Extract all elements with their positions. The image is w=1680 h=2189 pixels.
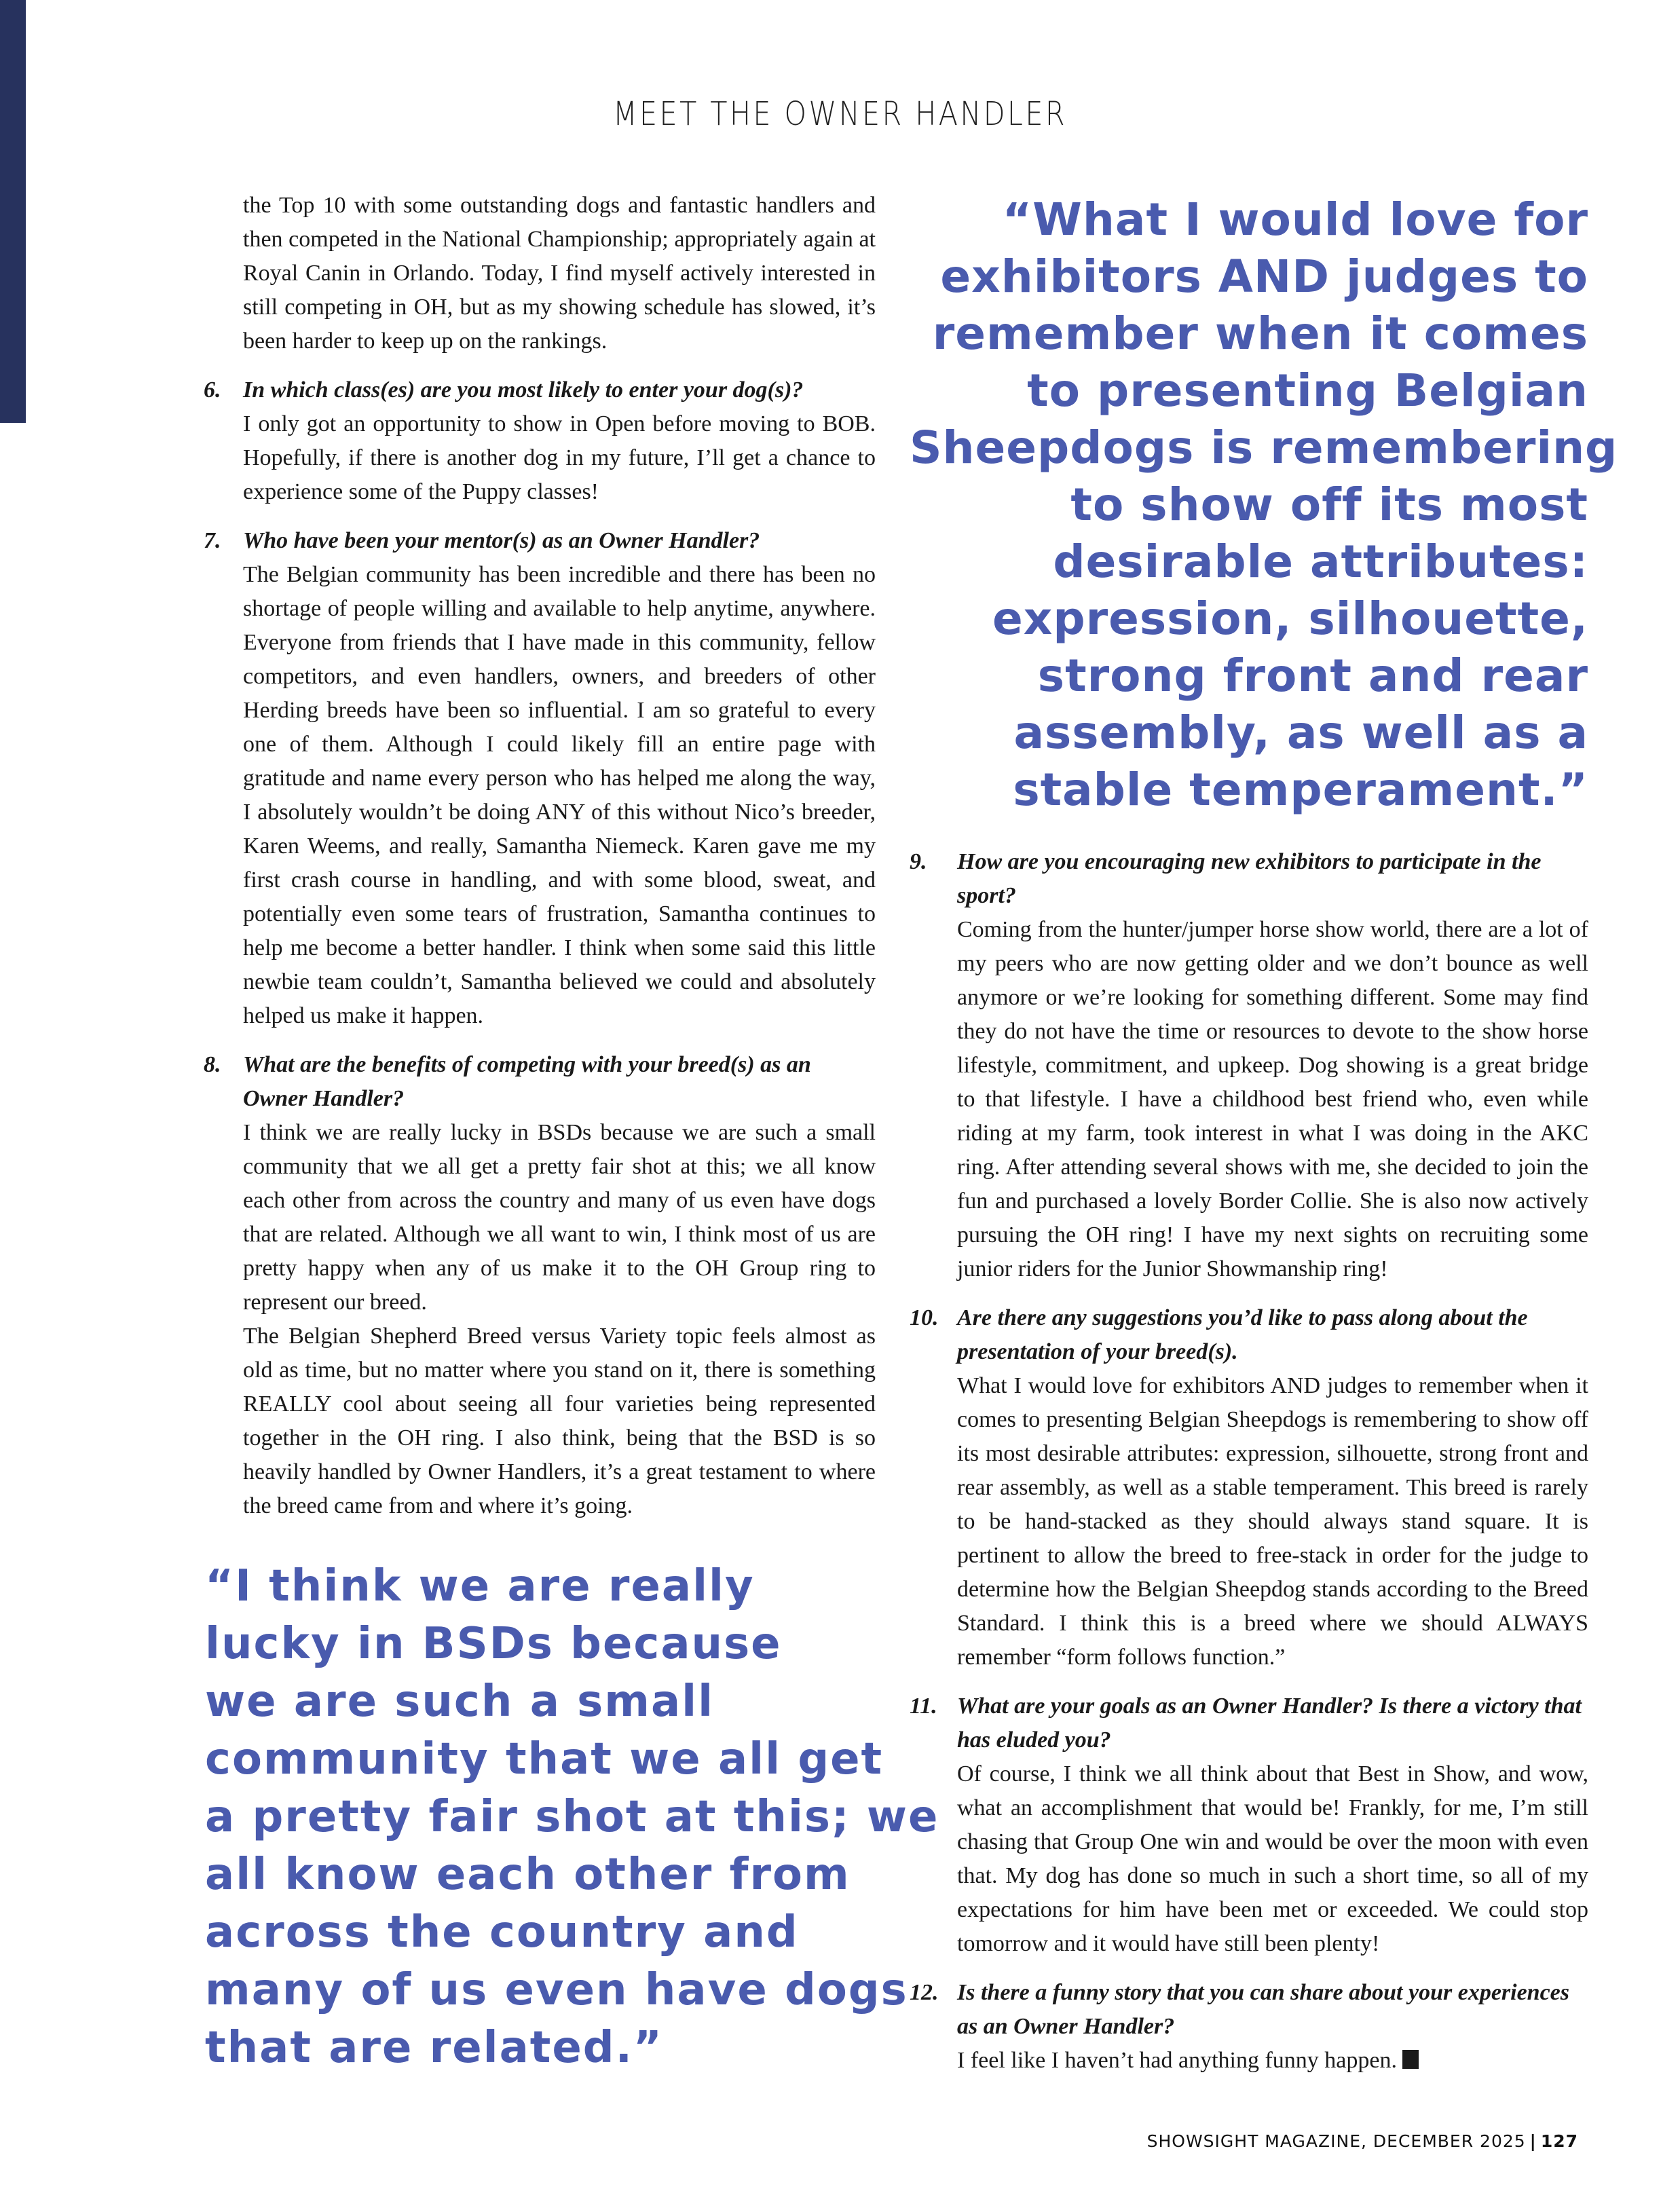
- answer-paragraph: Coming from the hunter/jumper horse show world, there are a lot of my peers who are now getting older and we don’t bounce as well anymore or we’re looking for something different. Some may find they do not have the time or resources to devote to the show horse lifestyle, commitment, and upkeep. Dog showing is a great bridge to that lifestyle. I have a childhood best friend who, even while riding at my farm, took interest in what I was doing in the AKC ring. After attending several shows with me, she decided to join the fun and purchased a lovely Border Collie. She is also now actively pursuing the OH ring! I have my next sights on recruiting some junior riders for the Junior Showmanship ring!: [957, 917, 1588, 1281]
- qa-item-12: [910, 1976, 1588, 2078]
- publication-name: SHOWSIGHT MAGAZINE, DECEMBER 2025: [1146, 2131, 1526, 2151]
- answer-paragraph: I think we are really lucky in BSDs because we are such a small community that we all get a pretty fair shot at this; we all know each other from across the country and many of us even have dogs that are related. Although we all want to win, I think most of us are pretty happy when any of us make it to the OH Group ring to represent our breed.: [243, 1120, 876, 1315]
- pull-quote-line: to show off its most: [1070, 479, 1588, 531]
- pull-quote-line: strong front and rear: [1037, 650, 1588, 702]
- question-number: 7.: [204, 528, 221, 553]
- qa-item-9: [910, 845, 1588, 1286]
- question-number: 6.: [204, 377, 221, 403]
- question-number: 10.: [910, 1305, 939, 1330]
- running-head: MEET THE OWNER HANDLER: [612, 95, 1068, 133]
- answer: [243, 407, 876, 509]
- question-text: Who have been your mentor(s) as an Owner Handler?: [243, 528, 760, 553]
- qa-item-7: [204, 524, 876, 1033]
- question-number: 9.: [910, 849, 927, 874]
- question-text: Is there a funny story that you can share about your experiences as an Owner Handler?: [957, 1980, 1569, 2039]
- pull-quote-line: lucky in BSDs because: [205, 1619, 782, 1669]
- answer: [957, 1369, 1588, 1675]
- pull-quote-line: stable temperament.”: [1013, 764, 1588, 816]
- answer: [243, 558, 876, 1033]
- question-text: How are you encouraging new exhibitors to participate in the sport?: [957, 849, 1542, 908]
- answer-paragraph: The Belgian Shepherd Breed versus Variety topic feels almost as old as time, but no matter where you stand on it, there is something REALLY cool about seeing all four varieties being represented together in the OH ring. I also think, being that the BSD is so heavily handled by Owner Handlers, it’s a great testament to where the breed came from and where it’s going.: [243, 1324, 876, 1518]
- continued-paragraph: the Top 10 with some outstanding dogs and fantastic handlers and then competed in the National Championship; appropriately again at Royal Canin in Orlando. Today, I find myself actively interested in still competing in OH, but as my showing schedule has slowed, it’s been harder to keep up on the rankings.: [243, 193, 876, 354]
- pull-quote-line: assembly, as well as a: [1013, 707, 1588, 759]
- left-column: [204, 189, 876, 1523]
- qa-item-6: [204, 373, 876, 509]
- question-text: What are the benefits of competing with your breed(s) as an Owner Handler?: [243, 1052, 811, 1111]
- page-footer: [1147, 2131, 1578, 2151]
- pull-quote-line: to presenting Belgian: [1027, 364, 1588, 417]
- pull-quote-line: many of us even have dogs: [205, 1965, 908, 2015]
- pull-quote-line: that are related.”: [205, 2023, 663, 2073]
- qa-item-8: [204, 1048, 876, 1523]
- question-text: In which class(es) are you most likely to enter your dog(s)?: [243, 377, 804, 403]
- question-text: Are there any suggestions you’d like to pass along about the presentation of your breed(s).: [957, 1305, 1528, 1364]
- answer-paragraph: Of course, I think we all think about that Best in Show, and wow, what an accomplishment that would be! Frankly, for me, I’m still chasing that Group One win and would be over the moon with even that. My dog has done so much in such a short time, so all of my expectations for him have been met or exceeded. We could stop tomorrow and it would have still been plenty!: [957, 1761, 1588, 1956]
- pull-quote-line: desirable attributes:: [1053, 536, 1588, 588]
- answer: [957, 2044, 1588, 2078]
- sidebar-accent-bar: [0, 0, 26, 423]
- qa-item-11: [910, 1689, 1588, 1961]
- answer-paragraph: I only got an opportunity to show in Open before moving to BOB. Hopefully, if there is another dog in my future, I’ll get a chance to experience some of the Puppy classes!: [243, 411, 876, 504]
- pull-quote-line: all know each other from: [205, 1850, 851, 1900]
- pull-quote-line: expression, silhouette,: [992, 593, 1588, 645]
- qa-item-10: [910, 1301, 1588, 1675]
- pull-quote-line: “I think we are really: [205, 1561, 755, 1611]
- question-number: 11.: [910, 1694, 937, 1719]
- pull-quote-line: we are such a small: [205, 1677, 714, 1727]
- page-number: 127: [1540, 2131, 1578, 2151]
- answer-paragraph: [957, 2044, 1588, 2078]
- end-of-article-square-icon: [1402, 2050, 1419, 2069]
- answer-paragraph: What I would love for exhibitors AND judges to remember when it comes to presenting Belgian Sheepdogs is remembering to show off its most desirable attributes: expression, silhouette, strong front and rear assembly, as well as a stable temperament. This breed is rarely to be hand-stacked as they should always stand square. It is pertinent to allow the breed to free-stack in order for the judge to determine how the Belgian Sheepdog stands according to the Breed Standard. I think this is a breed where we should ALWAYS remember “form follows function.”: [957, 1373, 1588, 1670]
- pull-quote-line: exhibitors AND judges to: [940, 250, 1588, 303]
- answer: [957, 1757, 1588, 1961]
- answer-text: I feel like I haven’t had anything funny happen.: [957, 2048, 1397, 2073]
- pull-quote-line: community that we all get: [205, 1734, 884, 1784]
- answer: [957, 913, 1588, 1286]
- right-column: [910, 845, 1588, 2078]
- pull-quote-right: [910, 191, 1618, 819]
- footer-separator: |: [1529, 2131, 1537, 2151]
- pull-quote-line: “What I would love for: [1002, 193, 1588, 246]
- pull-quote-line: Sheepdogs is remembering: [910, 422, 1618, 474]
- pull-quote-line: a pretty fair shot at this; we: [205, 1792, 939, 1842]
- question-text: What are your goals as an Owner Handler? Is there a victory that has eluded you?: [957, 1694, 1582, 1753]
- question-number: 8.: [204, 1052, 221, 1077]
- answer-paragraph: The Belgian community has been incredible and there has been no shortage of people willing and available to help anytime, anywhere. Everyone from friends that I have made in this community, fellow competitors, and even handlers, owners, and breeders of other Herding breeds have been so influential. I am so grateful to every one of them. Although I could likely fill an entire page with gratitude and name every person who has helped me along the way, I absolutely wouldn’t be doing ANY of this without Nico’s breeder, Karen Weems, and really, Samantha Niemeck. Karen gave me my first crash course in handling, and with some blood, sweat, and potentially even some tears of frustration, Samantha continues to help me become a better handler. I think when some said this little newbie team couldn’t, Samantha believed we could and absolutely helped us make it happen.: [243, 562, 876, 1028]
- pull-quote-line: across the country and: [205, 1907, 799, 1958]
- answer: [243, 1116, 876, 1523]
- pull-quote-line: remember when it comes: [932, 307, 1588, 360]
- question-number: 12.: [910, 1980, 939, 2005]
